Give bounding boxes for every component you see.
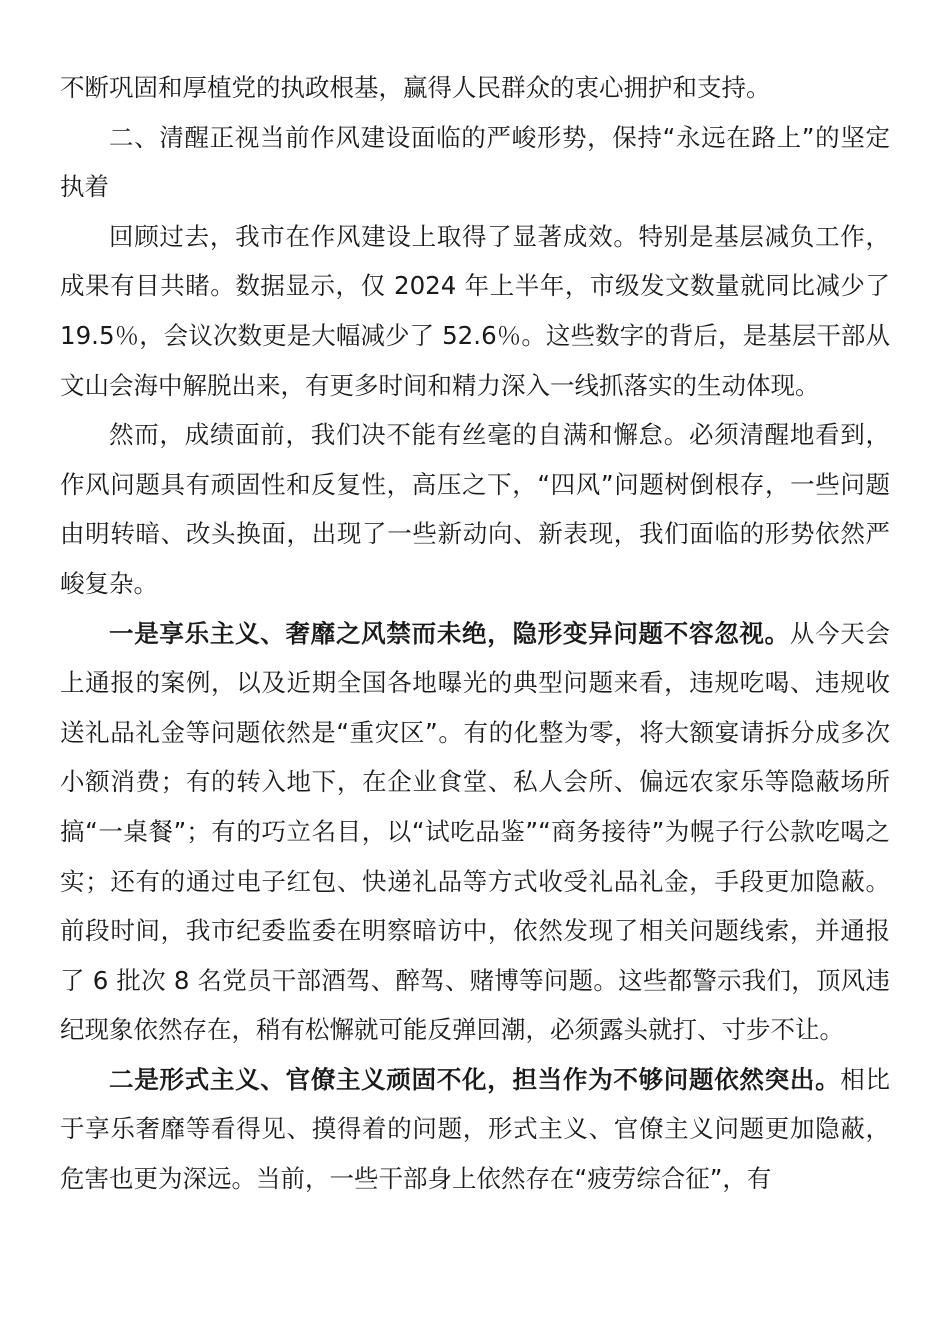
paragraph-achievements: 回顾过去，我市在作风建设上取得了显著成效。特别是基层减负工作，成果有目共睹。数据显示，仅 2024 年上半年，市级发文数量就同比减少了 19.5％，会议次数更是大幅减少了 52.6％。这些数字的背后，是基层干部从文山会海中解脱出来，有更多时间和精力深入一线抓落实的生动体现。 xyxy=(60,221,890,400)
paragraph-point-one xyxy=(60,609,890,1055)
point-two-body: 相比于享乐奢靡等看得见、摸得着的问题，形式主义、官僚主义问题更加隐蔽，危害也更为深远。当前，一些干部身上依然存在“疲劳综合征”，有 xyxy=(60,1064,890,1194)
document-page xyxy=(60,63,890,1204)
point-one-lead: 一是享乐主义、奢靡之风禁而未绝，隐形变异问题不容忽视。 xyxy=(109,618,790,648)
section-heading: 二、清醒正视当前作风建设面临的严峻形势，保持“永远在路上”的坚定执着 xyxy=(60,122,890,202)
paragraph-situation: 然而，成绩面前，我们决不能有丝毫的自满和懈怠。必须清醒地看到，作风问题具有顽固性和反复性，高压之下，“四风”问题树倒根存，一些问题由明转暗、改头换面，出现了一些新动向、新表现，我们面临的形势依然严峻复杂。 xyxy=(60,420,890,598)
paragraph-point-two xyxy=(60,1055,890,1204)
point-two-lead: 二是形式主义、官僚主义顽固不化，担当作为不够问题依然突出。 xyxy=(109,1064,841,1094)
point-one-body: 从今天会上通报的案例，以及近期全国各地曝光的典型问题来看，违规吃喝、违规收送礼品礼金等问题依然是“重灾区”。有的化整为零，将大额宴请拆分成多次小额消费；有的转入地下，在企业食堂、私人会所、偏远农家乐等隐蔽场所搞“一桌餐”；有的巧立名目，以“试吃品鉴”“商务接待”为幌子行公款吃喝之实；还有的通过电子红包、快递礼品等方式收受礼品礼金，手段更加隐蔽。前段时间，我市纪委监委在明察暗访中，依然发现了相关问题线索，并通报了 6 批次 8 名党员干部酒驾、醉驾、赌博等问题。这些都警示我们，顶风违纪现象依然存在，稍有松懈就可能反弹回潮，必须露头就打、寸步不让。 xyxy=(60,618,891,1045)
paragraph-continuation: 不断巩固和厚植党的执政根基，赢得人民群众的衷心拥护和支持。 xyxy=(60,73,771,102)
